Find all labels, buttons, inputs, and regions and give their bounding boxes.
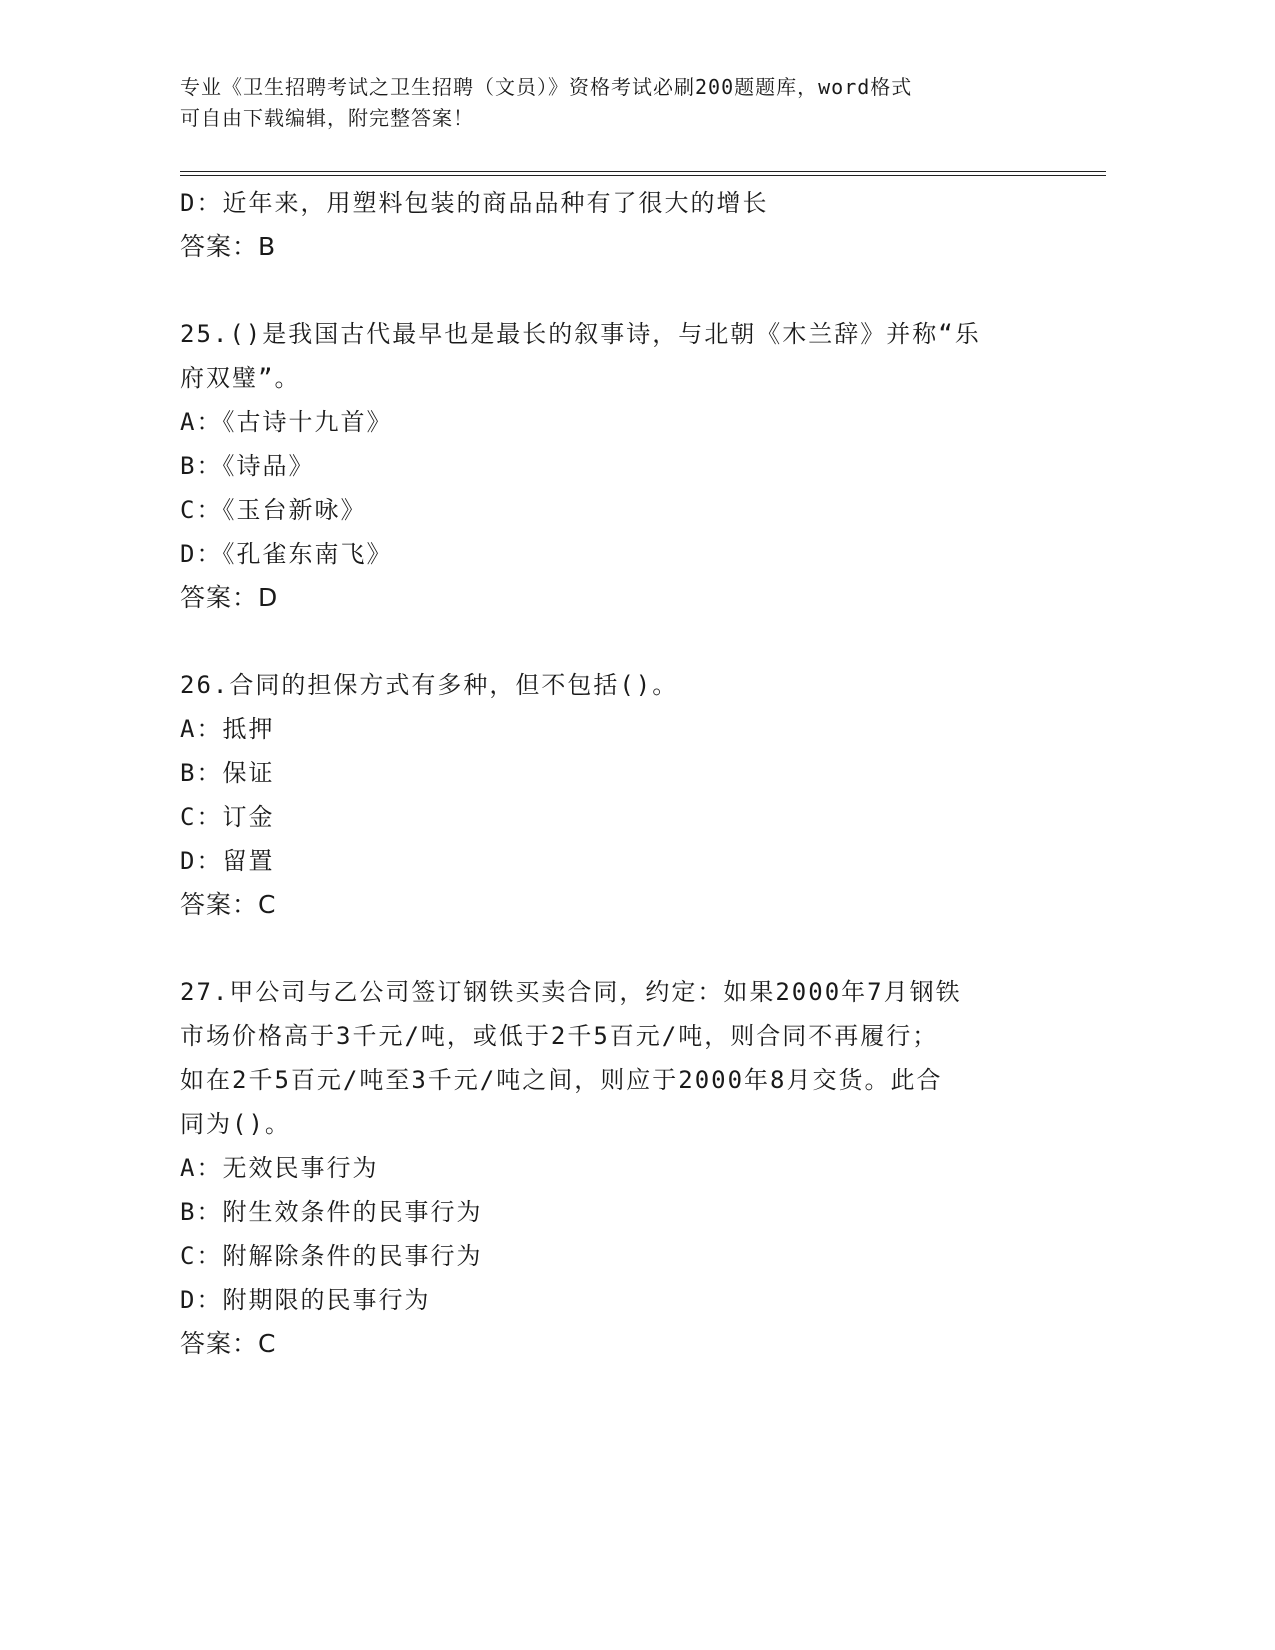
option-c: C：订金 [180, 803, 275, 831]
question-25 [180, 312, 1040, 620]
question-text: 25.()是我国古代最早也是最长的叙事诗，与北朝《木兰辞》并称“乐 [180, 320, 981, 348]
header-divider-bottom [180, 175, 1106, 176]
option-b: B：附生效条件的民事行为 [180, 1198, 483, 1226]
header-line-1: 专业《卫生招聘考试之卫生招聘（文员）》资格考试必刷200题题库，word格式 [180, 75, 913, 99]
answer: 答案：C [180, 890, 277, 919]
option-d: D：《孔雀东南飞》 [180, 540, 393, 568]
option-c: C：《玉台新咏》 [180, 496, 367, 524]
header-divider-top [180, 171, 1106, 172]
question-text: 27.甲公司与乙公司签订钢铁买卖合同，约定：如果2000年7月钢铁 [180, 978, 962, 1006]
question-text: 同为()。 [180, 1110, 291, 1138]
option-b: B：保证 [180, 759, 275, 787]
question-text: 26.合同的担保方式有多种，但不包括()。 [180, 671, 679, 699]
question-26 [180, 663, 1040, 927]
answer: 答案：C [180, 1329, 277, 1358]
option-b: B：《诗品》 [180, 452, 315, 480]
option-a: A：抵押 [180, 715, 275, 743]
option-a: A：无效民事行为 [180, 1154, 379, 1182]
answer: 答案：D [180, 583, 279, 612]
prev-answer: 答案：B [180, 232, 277, 261]
option-a: A：《古诗十九首》 [180, 408, 393, 436]
header-line-2: 可自由下载编辑，附完整答案！ [180, 106, 474, 130]
question-27 [180, 970, 1040, 1366]
question-content [180, 181, 1040, 1366]
option-d: D：附期限的民事行为 [180, 1286, 431, 1314]
option-d: D：留置 [180, 847, 275, 875]
question-text: 市场价格高于3千元/吨，或低于2千5百元/吨，则合同不再履行； [180, 1022, 939, 1050]
question-text: 如在2千5百元/吨至3千元/吨之间，则应于2000年8月交货。此合 [180, 1066, 943, 1094]
question-text: 府双璧”。 [180, 364, 301, 392]
prev-option-d: D：近年来，用塑料包装的商品品种有了很大的增长 [180, 189, 769, 217]
option-c: C：附解除条件的民事行为 [180, 1242, 483, 1270]
document-header [180, 72, 1040, 134]
